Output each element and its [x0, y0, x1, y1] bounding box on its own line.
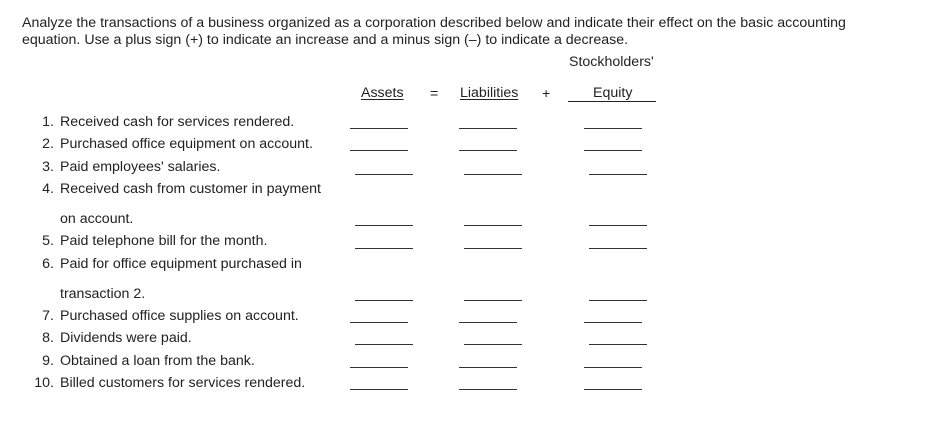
transaction-number: 4. [42, 181, 54, 197]
transaction-text: Paid for office equipment purchased in [60, 256, 302, 272]
transaction-2 [32, 136, 313, 152]
answer-blank-3-liabilities[interactable] [464, 174, 522, 175]
transaction-text: Obtained a loan from the bank. [60, 353, 255, 369]
answer-blank-8-assets[interactable] [355, 344, 413, 345]
transaction-text: Purchased office supplies on account. [60, 308, 299, 324]
assets-header: Assets [361, 85, 404, 101]
answer-blank-7-liabilities[interactable] [459, 322, 517, 323]
transaction-number: 5. [42, 233, 54, 249]
answer-blank-4-equity[interactable] [589, 225, 647, 226]
transaction-text: Received cash from customer in payment [60, 181, 322, 197]
answer-blank-5-liabilities[interactable] [464, 248, 522, 249]
transaction-number: 3. [42, 159, 54, 175]
answer-blank-4-liabilities[interactable] [464, 225, 522, 226]
transaction-8 [32, 330, 192, 346]
transaction-6-continuation: transaction 2. [60, 286, 146, 302]
answer-blank-9-assets[interactable] [350, 367, 408, 368]
transaction-number: 8. [42, 330, 54, 346]
transaction-3 [32, 159, 220, 175]
instructions-line-1: Analyze the transactions of a business organized as a corporation described below and indicate their effect on the basic accounting [22, 15, 846, 31]
instructions-line-2: equation. Use a plus sign (+) to indicate an increase and a minus sign (–) to indicate a decrease. [22, 32, 629, 48]
transaction-text: Dividends were paid. [60, 330, 192, 346]
answer-blank-10-assets[interactable] [350, 389, 408, 390]
answer-blank-9-liabilities[interactable] [459, 367, 517, 368]
transaction-10 [32, 375, 305, 391]
answer-blank-4-assets[interactable] [355, 225, 413, 226]
transaction-text: Purchased office equipment on account. [60, 136, 313, 152]
instructions [22, 15, 846, 49]
answer-blank-1-assets[interactable] [350, 128, 408, 129]
transaction-text: Billed customers for services rendered. [60, 375, 306, 391]
transaction-4 [32, 181, 321, 197]
transaction-number: 9. [42, 353, 54, 369]
answer-blank-1-equity[interactable] [584, 128, 642, 129]
answer-blank-6-equity[interactable] [589, 300, 647, 301]
transaction-6 [32, 256, 302, 272]
equals-sign: = [430, 86, 439, 102]
equity-header: Equity [593, 85, 633, 101]
answer-blank-5-assets[interactable] [355, 248, 413, 249]
equity-underline [568, 101, 656, 102]
answer-blank-3-assets[interactable] [355, 174, 413, 175]
answer-blank-2-liabilities[interactable] [459, 150, 517, 151]
answer-blank-10-equity[interactable] [584, 389, 642, 390]
answer-blank-2-equity[interactable] [584, 150, 642, 151]
answer-blank-1-liabilities[interactable] [459, 128, 517, 129]
transaction-text: Received cash for services rendered. [60, 114, 295, 130]
transaction-9 [32, 353, 255, 369]
answer-blank-8-equity[interactable] [589, 344, 647, 345]
transaction-number: 10. [34, 375, 54, 391]
answer-blank-5-equity[interactable] [589, 248, 647, 249]
transaction-text: Paid employees' salaries. [60, 159, 221, 175]
transaction-5 [32, 233, 267, 249]
transaction-number: 2. [42, 136, 54, 152]
answer-blank-9-equity[interactable] [584, 367, 642, 368]
answer-blank-6-liabilities[interactable] [464, 300, 522, 301]
answer-blank-6-assets[interactable] [355, 300, 413, 301]
transaction-number: 7. [42, 308, 54, 324]
transaction-number: 1. [42, 114, 54, 130]
plus-sign: + [542, 86, 551, 102]
transaction-4-continuation: on account. [60, 211, 134, 227]
answer-blank-3-equity[interactable] [589, 174, 647, 175]
answer-blank-8-liabilities[interactable] [464, 344, 522, 345]
transaction-1 [32, 114, 294, 130]
answer-blank-2-assets[interactable] [350, 150, 408, 151]
transaction-7 [32, 308, 299, 324]
answer-blank-7-equity[interactable] [584, 322, 642, 323]
transaction-text: Paid telephone bill for the month. [60, 233, 268, 249]
liabilities-header: Liabilities [460, 85, 519, 101]
stockholders-label: Stockholders' [569, 54, 654, 70]
transaction-number: 6. [42, 256, 54, 272]
answer-blank-10-liabilities[interactable] [459, 389, 517, 390]
answer-blank-7-assets[interactable] [350, 322, 408, 323]
